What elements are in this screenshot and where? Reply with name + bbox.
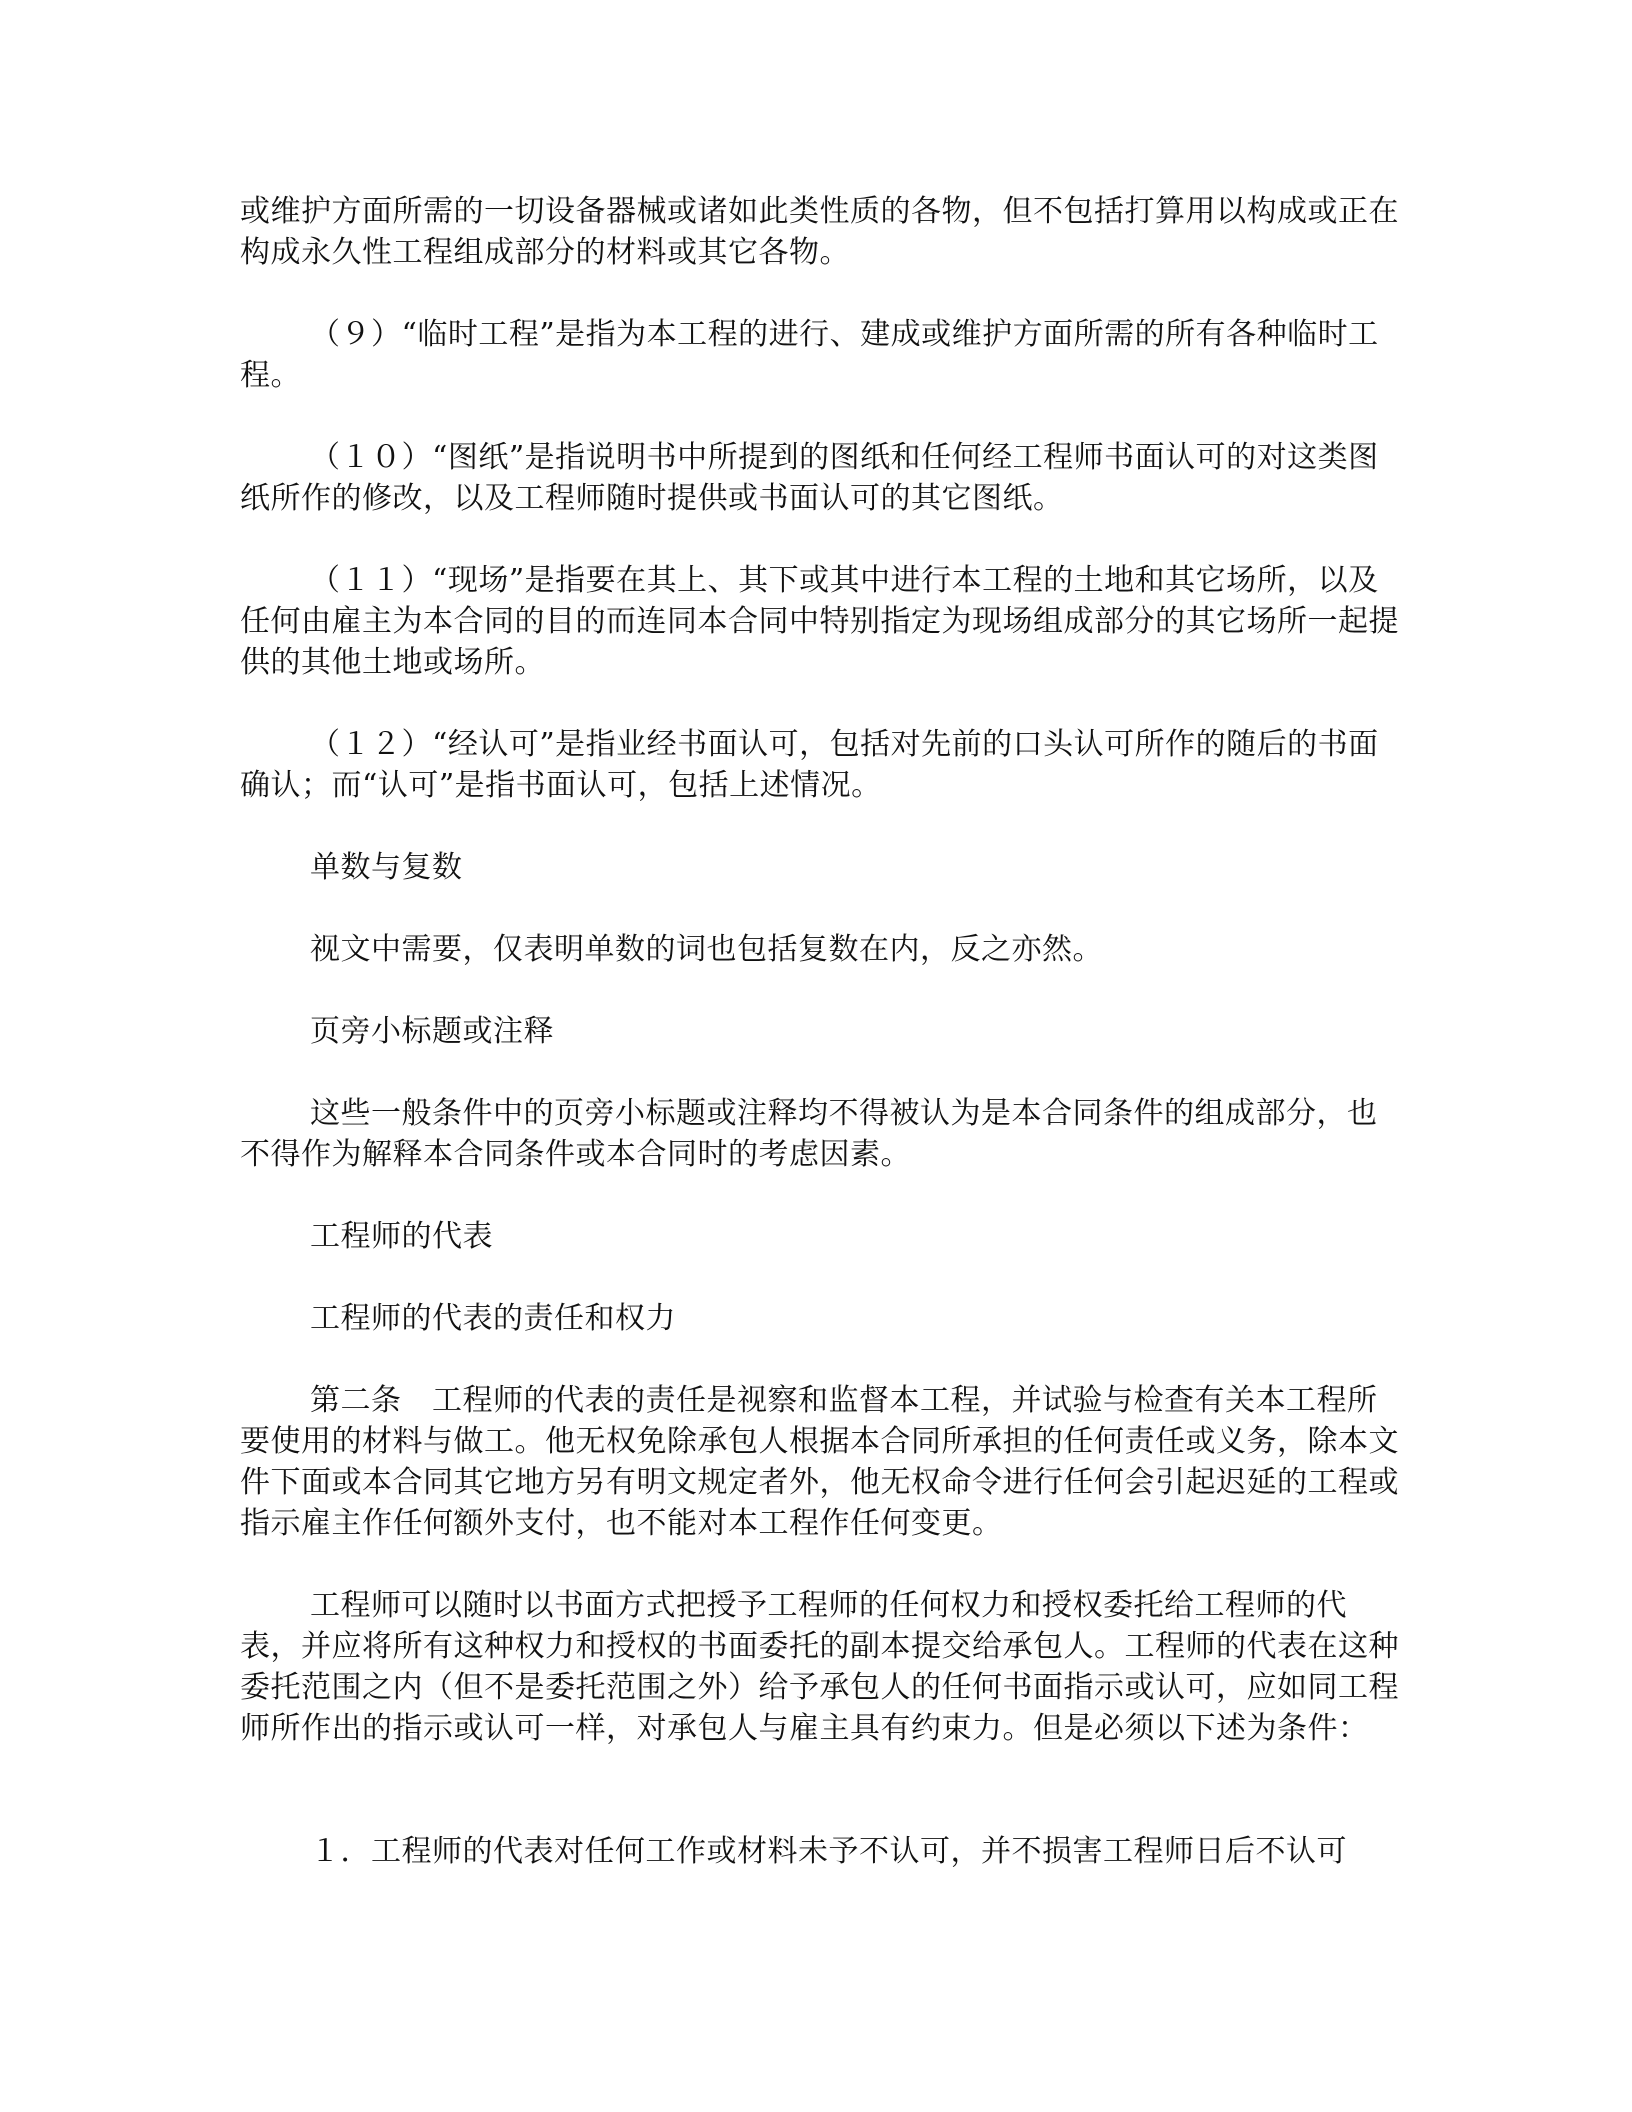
heading-marginal-notes: 页旁小标题或注释 xyxy=(310,1014,554,1049)
paragraph-site-definition: （１１）“现场”是指要在其上、其下或其中进行本工程的土地和其它场所，以及任何由雇主为本合同的目的而连同本合同中特别指定为现场组成部分的其它场所一起提供的其他土地或场所。 xyxy=(240,563,1399,680)
heading-engineers-representative: 工程师的代表 xyxy=(310,1219,493,1254)
paragraph-temporary-works-definition: （９）“临时工程”是指为本工程的进行、建成或维护方面所需的所有各种临时工程。 xyxy=(240,317,1379,393)
paragraph-marginal-notes: 这些一般条件中的页旁小标题或注释均不得被认为是本合同条件的组成部分，也不得作为解释本合同条件或本合同时的考虑因素。 xyxy=(240,1096,1378,1172)
paragraph-approved-definition: （１２）“经认可”是指业经书面认可，包括对先前的口头认可所作的随后的书面确认；而“认可”是指书面认可，包括上述情况。 xyxy=(240,727,1379,803)
paragraph-article-two: 第二条 工程师的代表的责任是视察和监督本工程，并试验与检查有关本工程所要使用的材料与做工。他无权免除承包人根据本合同所承担的任何责任或义务，除本文件下面或本合同其它地方另有明文规定者外，他无权命令进行任何会引起迟延的工程或指示雇主作任何额外支付，也不能对本工程作任何变更。 xyxy=(240,1383,1399,1541)
paragraph-drawings-definition: （１０）“图纸”是指说明书中所提到的图纸和任何经工程师书面认可的对这类图纸所作的修改，以及工程师随时提供或书面认可的其它图纸。 xyxy=(240,440,1379,516)
paragraph-singular-plural: 视文中需要，仅表明单数的词也包括复数在内，反之亦然。 xyxy=(310,932,1103,967)
paragraph-equipment-definition-continued: 或维护方面所需的一切设备器械或诸如此类性质的各物，但不包括打算用以构成或正在构成永久性工程组成部分的材料或其它各物。 xyxy=(240,194,1399,270)
paragraph-condition-one: １．工程师的代表对任何工作或材料未予不认可，并不损害工程师日后不认可 xyxy=(310,1834,1347,1869)
paragraph-delegation: 工程师可以随时以书面方式把授予工程师的任何权力和授权委托给工程师的代表，并应将所有这种权力和授权的书面委托的副本提交给承包人。工程师的代表在这种委托范围之内（但不是委托范围之外）给予承包人的任何书面指示或认可，应如同工程师所作出的指示或认可一样，对承包人与雇主具有约束力。但是必须以下述为条件： xyxy=(240,1588,1399,1746)
heading-singular-plural: 单数与复数 xyxy=(310,850,463,885)
heading-duties-and-powers: 工程师的代表的责任和权力 xyxy=(310,1301,676,1336)
